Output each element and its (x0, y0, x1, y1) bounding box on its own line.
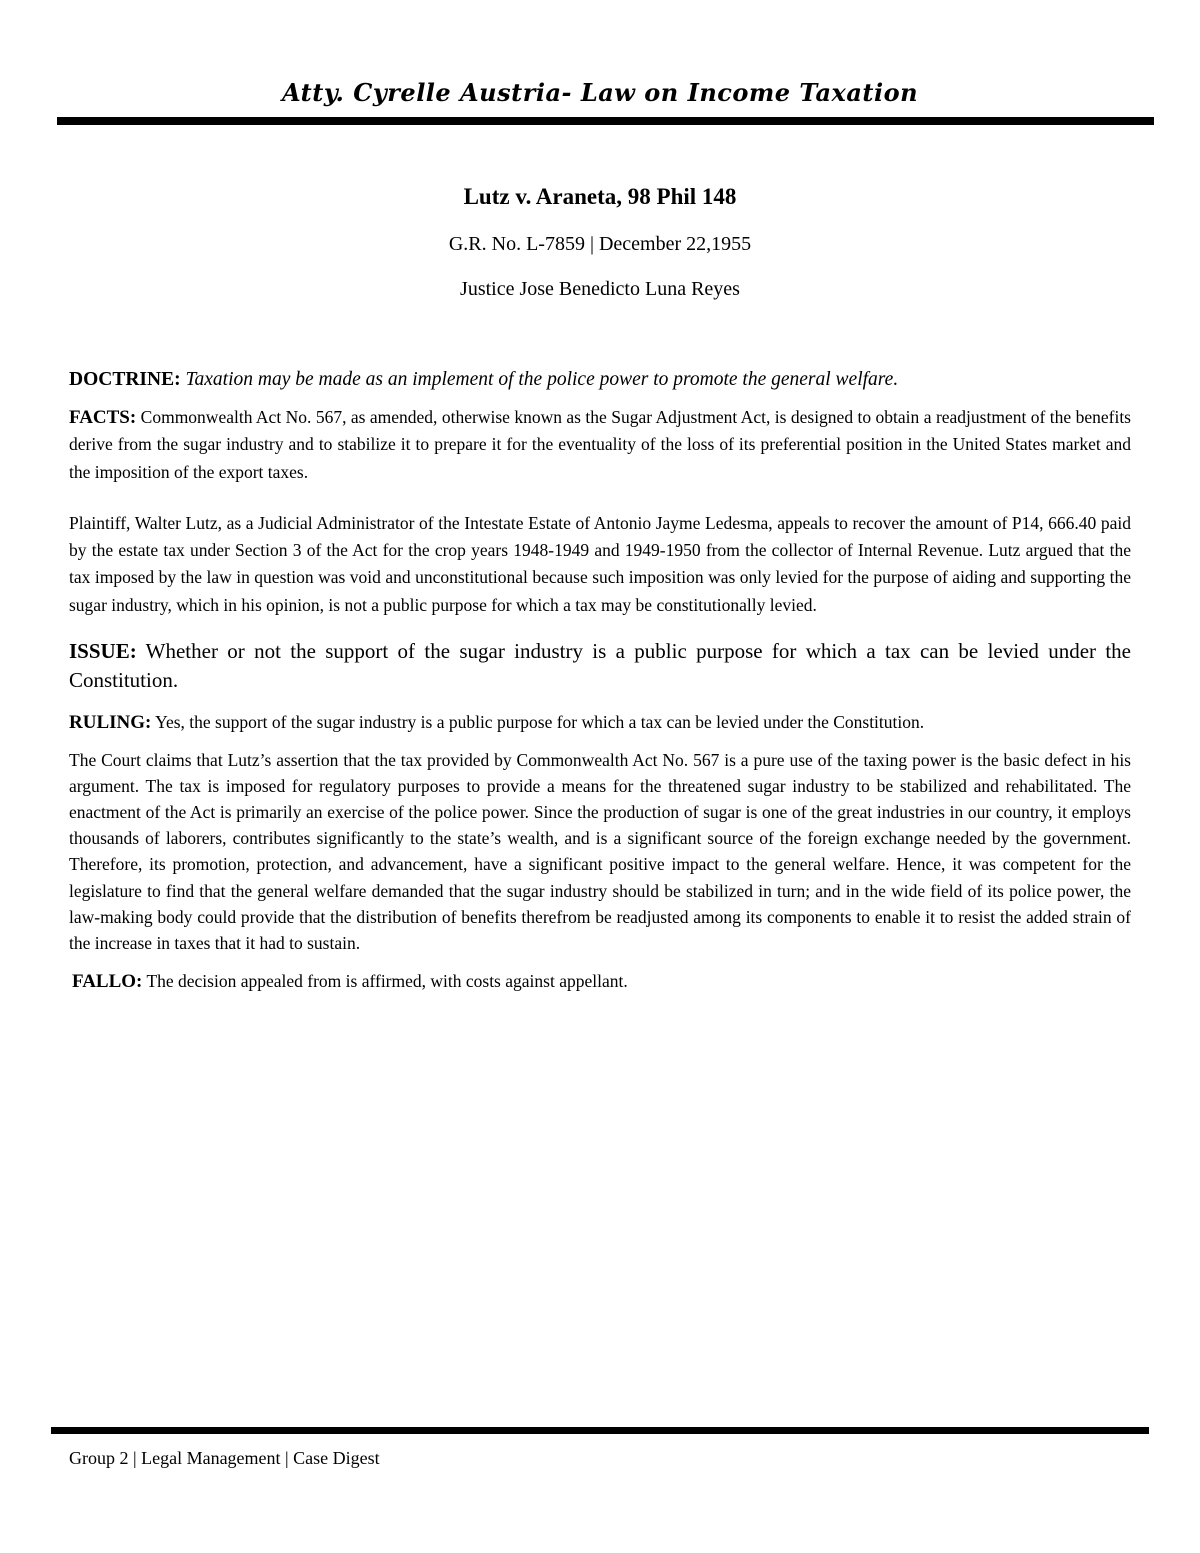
page-header-title: Atty. Cyrelle Austria- Law on Income Taxation (281, 78, 919, 107)
ruling-text: Yes, the support of the sugar industry is a public purpose for which a tax can be levied under the Constitution. (155, 712, 925, 733)
case-heading (0, 184, 1200, 306)
case-digest-body (69, 366, 1131, 995)
fallo-label: FALLO: (72, 971, 143, 993)
case-justice: Justice Jose Benedicto Luna Reyes (460, 278, 740, 300)
ruling-section (69, 709, 1131, 737)
footer-divider (51, 1427, 1149, 1434)
issue-text: Whether or not the support of the sugar industry is a public purpose for which a tax can be levied under the Constitution. (69, 639, 1131, 693)
issue-section (69, 637, 1131, 695)
facts-section (69, 404, 1131, 486)
doctrine-section (69, 366, 1131, 394)
facts-label: FACTS: (69, 407, 137, 428)
fallo-text: The decision appealed from is affirmed, with costs against appellant. (146, 971, 628, 992)
case-number: G.R. No. L-7859 | December 22,1955 (448, 233, 752, 255)
ruling-court-paragraph: The Court claims that Lutz’s assertion that the tax provided by Commonwealth Act No. 567 is a pure use of the taxing power is the basic defect in his argument. The tax is imposed for regulatory purposes to provide a means for the threatened sugar industry to be stabilized and rehabilitated. The enactment of the Act is primarily an exercise of the police power. Since the production of sugar is one of the great industries in our country, it employs thousands of laborers, contributes significantly to the state’s wealth, and is a significant source of the foreign exchange needed by the government. Therefore, its promotion, protection, and advancement, have a significant positive impact to the general welfare. Hence, it was competent for the legislature to find that the general welfare demanded that the sugar industry should be stabilized in turn; and in the wide field of its police power, the law-making body could provide that the distribution of benefits therefrom be readjusted among its components to enable it to resist the added strain of the increase in taxes that it had to sustain. (69, 749, 1131, 953)
issue-label: ISSUE: (69, 639, 137, 664)
doctrine-text: Taxation may be made as an implement of the police power to promote the general welfare. (185, 369, 899, 390)
fallo-section (69, 968, 1131, 995)
ruling-label: RULING: (69, 712, 152, 734)
case-title: Lutz v. Araneta, 98 Phil 148 (463, 184, 737, 209)
header-divider (57, 117, 1154, 125)
facts-text: Commonwealth Act No. 567, as amended, otherwise known as the Sugar Adjustment Act, is designed to obtain a readjustment of the benefits derive from the sugar industry and to stabilize it to prepare it for the eventuality of the loss of its preferential position in the United States market and the imposition of the export taxes. (69, 407, 1131, 482)
doctrine-label: DOCTRINE: (69, 369, 181, 390)
page-footer: Group 2 | Legal Management | Case Digest (69, 1448, 380, 1468)
facts-plaintiff-paragraph: Plaintiff, Walter Lutz, as a Judicial Administrator of the Intestate Estate of Antonio Jayme Ledesma, appeals to recover the amount of P14, 666.40 paid by the estate tax under Section 3 of the Act for the crop years 1948-1949 and 1949-1950 from the collector of Internal Revenue. Lutz argued that the tax imposed by the law in question was void and unconstitutional because such imposition was only levied for the purpose of aiding and supporting the sugar industry, which in his opinion, is not a public purpose for which a tax may be constitutionally levied. (69, 512, 1131, 615)
